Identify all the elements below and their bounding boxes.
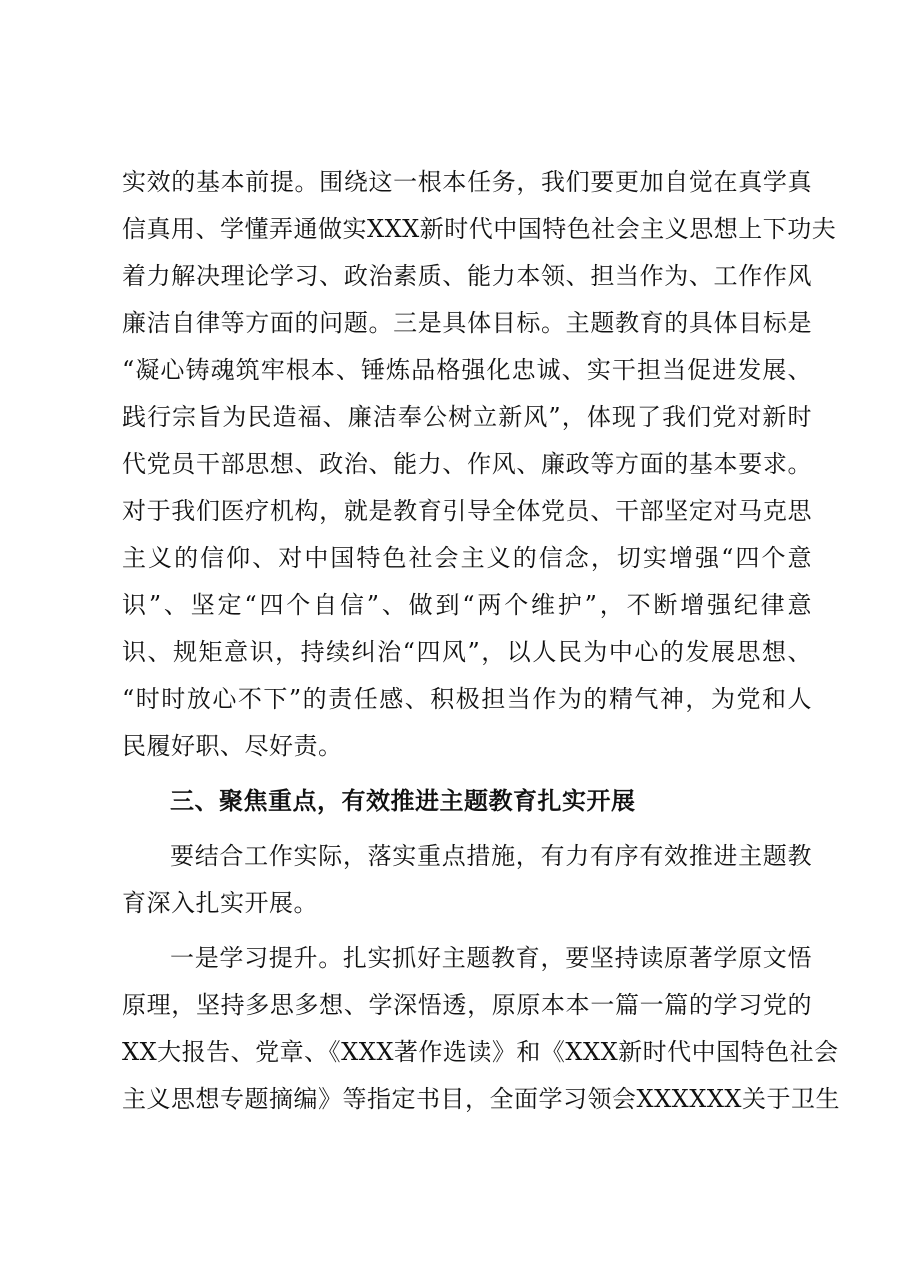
body-line: 要结合工作实际，落实重点措施，有力有序有效推进主题教 <box>170 842 812 870</box>
body-line: “凝心铸魂筑牢根本、锤炼品格强化忠诚、实干担当促进发展、 <box>122 356 812 384</box>
body-line: 代党员干部思想、政治、能力、作风、廉政等方面的基本要求。 <box>122 450 812 478</box>
body-line: “时时放心不下”的责任感、积极担当作为的精气神，为党和人 <box>122 685 812 713</box>
body-line: 原理，坚持多思多想、学深悟透，原原本本一篇一篇的学习党的 <box>122 991 812 1019</box>
body-line: 实效的基本前提。围绕这一根本任务，我们要更加自觉在真学真 <box>122 168 812 196</box>
body-line: 识”、坚定“四个自信”、做到“两个维护”，不断增强纪律意 <box>122 591 812 619</box>
body-line: 识、规矩意识，持续纠治“四风”，以人民为中心的发展思想、 <box>122 638 812 666</box>
body-line: 廉洁自律等方面的问题。三是具体目标。主题教育的具体目标是 <box>122 309 812 337</box>
body-line: 对于我们医疗机构，就是教育引导全体党员、干部坚定对马克思 <box>122 497 812 525</box>
body-line: 一是学习提升。扎实抓好主题教育，要坚持读原著学原文悟 <box>170 944 812 972</box>
body-line: 育深入扎实开展。 <box>122 889 318 917</box>
body-line: XX大报告、党章、《XXX著作选读》和《XXX新时代中国特色社会 <box>122 1038 839 1066</box>
body-line: 民履好职、尽好责。 <box>122 732 343 760</box>
body-line: 践行宗旨为民造福、廉洁奉公树立新风”，体现了我们党对新时 <box>122 403 812 431</box>
body-line: 主义思想专题摘编》等指定书目，全面学习领会XXXXXX关于卫生 <box>122 1085 841 1113</box>
section-heading: 三、聚焦重点，有效推进主题教育扎实开展 <box>170 787 636 815</box>
body-line: 着力解决理论学习、政治素质、能力本领、担当作为、工作作风 <box>122 262 812 290</box>
body-line: 主义的信仰、对中国特色社会主义的信念，切实增强“四个意 <box>122 544 812 572</box>
body-line: 信真用、学懂弄通做实XXX新时代中国特色社会主义思想上下功夫 <box>122 215 837 243</box>
